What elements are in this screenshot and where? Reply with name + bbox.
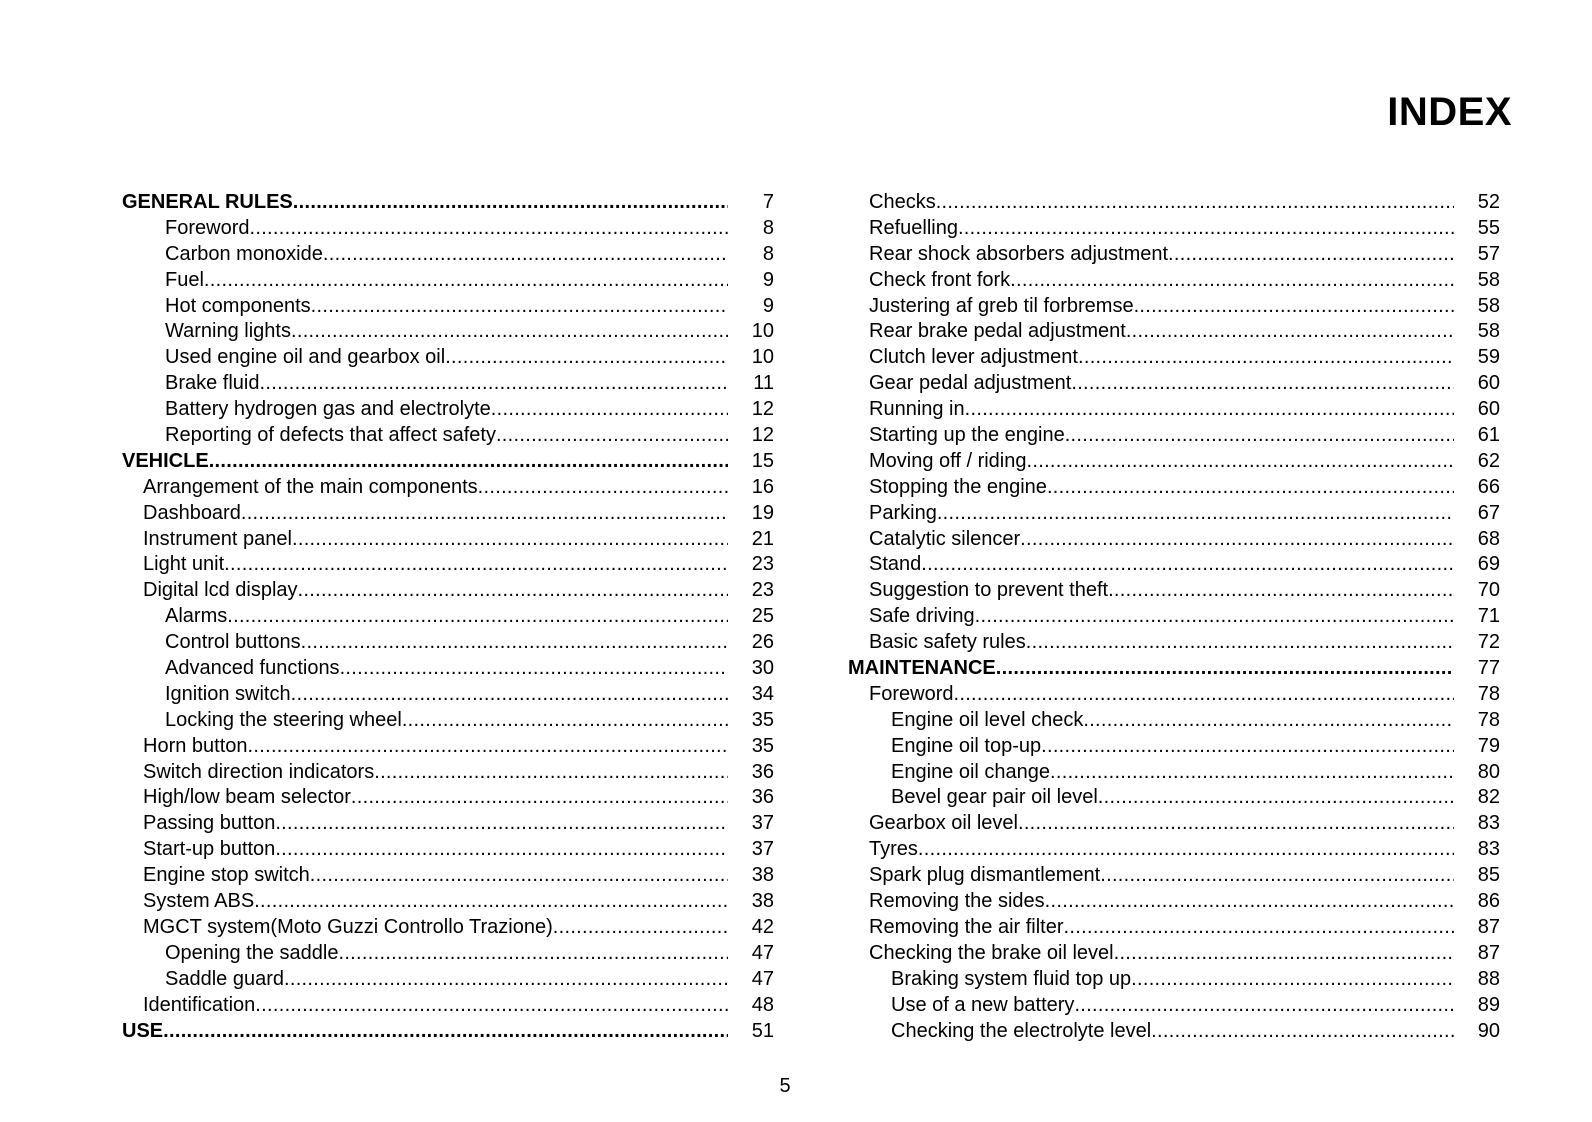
toc-entry-left-19[interactable] bbox=[122, 682, 774, 708]
toc-entry-label: Tyres bbox=[869, 838, 918, 861]
toc-entry-right-12[interactable] bbox=[848, 501, 1500, 527]
toc-dot-leader bbox=[975, 604, 1454, 630]
toc-entry-page: 38 bbox=[751, 890, 774, 913]
toc-entry-label: Locking the steering wheel bbox=[165, 708, 402, 731]
toc-entry-label: Light unit bbox=[143, 553, 225, 576]
toc-entry-label: Use of a new battery bbox=[891, 993, 1075, 1016]
toc-entry-right-25[interactable] bbox=[848, 837, 1500, 863]
toc-dot-leader bbox=[298, 578, 728, 604]
toc-entry-right-17[interactable] bbox=[848, 630, 1500, 656]
toc-dot-leader bbox=[248, 734, 728, 760]
toc-entry-left-5[interactable] bbox=[122, 319, 774, 345]
toc-entry-page: 47 bbox=[751, 967, 774, 990]
toc-entry-right-21[interactable] bbox=[848, 734, 1500, 760]
toc-entry-label: System ABS bbox=[143, 890, 255, 913]
toc-entry-label: Removing the sides bbox=[869, 890, 1045, 913]
toc-entry-page: 72 bbox=[1477, 631, 1500, 654]
toc-entry-label: Arrangement of the main components bbox=[143, 475, 478, 498]
toc-entry-label: Ignition switch bbox=[165, 682, 291, 705]
toc-entry-label: Starting up the engine bbox=[869, 424, 1065, 447]
toc-dot-leader bbox=[1018, 811, 1454, 837]
toc-entry-page: 51 bbox=[751, 1019, 774, 1042]
toc-entry-page: 89 bbox=[1477, 993, 1500, 1016]
toc-dot-leader bbox=[1041, 734, 1454, 760]
toc-entry-label: High/low beam selector bbox=[143, 786, 351, 809]
toc-entry-right-13[interactable] bbox=[848, 527, 1500, 553]
toc-entry-label: Saddle guard bbox=[165, 967, 284, 990]
toc-entry-label: Rear brake pedal adjustment bbox=[869, 320, 1126, 343]
toc-entry-right-4[interactable] bbox=[848, 294, 1500, 320]
toc-entry-right-9[interactable] bbox=[848, 423, 1500, 449]
toc-entry-left-12[interactable] bbox=[122, 501, 774, 527]
toc-entry-left-2[interactable] bbox=[122, 242, 774, 268]
toc-dot-leader bbox=[323, 242, 728, 268]
toc-entry-page: 25 bbox=[751, 605, 774, 628]
toc-entry-page: 35 bbox=[751, 734, 774, 757]
toc-dot-leader bbox=[936, 190, 1454, 216]
toc-entry-label: Checking the electrolyte level bbox=[891, 1019, 1152, 1042]
toc-dot-leader bbox=[996, 656, 1454, 682]
toc-right-column bbox=[848, 190, 1500, 1044]
toc-entry-left-13[interactable] bbox=[122, 527, 774, 553]
toc-entry-page: 85 bbox=[1477, 864, 1500, 887]
toc-entry-right-27[interactable] bbox=[848, 889, 1500, 915]
toc-entry-page: 52 bbox=[1477, 191, 1500, 213]
toc-dot-leader bbox=[965, 397, 1454, 423]
toc-entry-page: 83 bbox=[1477, 812, 1500, 835]
toc-entry-page: 8 bbox=[762, 216, 774, 239]
toc-entry-right-30[interactable] bbox=[848, 967, 1500, 993]
toc-entry-page: 83 bbox=[1477, 838, 1500, 861]
toc-entry-label: Refuelling bbox=[869, 216, 958, 239]
toc-dot-leader bbox=[491, 397, 728, 423]
toc-entry-left-28[interactable] bbox=[122, 915, 774, 941]
toc-entry-right-11[interactable] bbox=[848, 475, 1500, 501]
toc-entry-page: 87 bbox=[1477, 915, 1500, 938]
toc-entry-label: Checks bbox=[869, 191, 936, 213]
toc-entry-left-31[interactable] bbox=[122, 993, 774, 1019]
toc-entry-label: Moving off / riding bbox=[869, 449, 1027, 472]
toc-dot-leader bbox=[254, 889, 728, 915]
toc-entry-left-29[interactable] bbox=[122, 941, 774, 967]
toc-dot-leader bbox=[937, 501, 1454, 527]
toc-entry-label: Reporting of defects that affect safety bbox=[165, 424, 496, 447]
toc-entry-page: 69 bbox=[1477, 553, 1500, 576]
toc-dot-leader bbox=[1026, 630, 1454, 656]
toc-entry-right-8[interactable] bbox=[848, 397, 1500, 423]
toc-entry-page: 26 bbox=[751, 631, 774, 654]
toc-dot-leader bbox=[204, 268, 728, 294]
toc-entry-page: 9 bbox=[762, 268, 774, 291]
toc-entry-label: GENERAL RULES bbox=[122, 191, 293, 213]
toc-entry-label: Dashboard bbox=[143, 501, 241, 524]
toc-dot-leader bbox=[953, 682, 1454, 708]
toc-entry-label: Engine stop switch bbox=[143, 864, 310, 887]
toc-entry-left-32[interactable] bbox=[122, 1019, 774, 1045]
toc-entry-page: 48 bbox=[751, 993, 774, 1016]
toc-dot-leader bbox=[293, 190, 728, 216]
toc-entry-left-4[interactable] bbox=[122, 294, 774, 320]
toc-entry-left-27[interactable] bbox=[122, 889, 774, 915]
toc-entry-right-22[interactable] bbox=[848, 760, 1500, 786]
toc-dot-leader bbox=[311, 294, 728, 320]
toc-entry-page: 30 bbox=[751, 657, 774, 680]
toc-entry-left-21[interactable] bbox=[122, 734, 774, 760]
toc-entry-page: 86 bbox=[1477, 890, 1500, 913]
toc-entry-right-14[interactable] bbox=[848, 552, 1500, 578]
toc-dot-leader bbox=[1071, 371, 1454, 397]
toc-dot-leader bbox=[402, 708, 728, 734]
toc-entry-left-20[interactable] bbox=[122, 708, 774, 734]
toc-entry-left-22[interactable] bbox=[122, 760, 774, 786]
toc-dot-leader bbox=[291, 682, 728, 708]
toc-entry-page: 55 bbox=[1477, 216, 1500, 239]
toc-entry-page: 36 bbox=[751, 760, 774, 783]
toc-entry-right-0[interactable] bbox=[848, 190, 1500, 216]
toc-entry-page: 10 bbox=[751, 346, 774, 369]
toc-entry-left-14[interactable] bbox=[122, 552, 774, 578]
toc-entry-left-16[interactable] bbox=[122, 604, 774, 630]
toc-entry-page: 67 bbox=[1477, 501, 1500, 524]
toc-entry-page: 80 bbox=[1477, 760, 1500, 783]
toc-dot-leader bbox=[1045, 889, 1454, 915]
toc-entry-label: Advanced functions bbox=[165, 657, 340, 680]
toc-entry-page: 42 bbox=[751, 915, 774, 938]
toc-entry-label: USE bbox=[122, 1019, 164, 1042]
toc-entry-label: Engine oil change bbox=[891, 760, 1051, 783]
toc-entry-label: Justering af greb til forbremse bbox=[869, 294, 1134, 317]
toc-entry-label: Opening the saddle bbox=[165, 941, 339, 964]
toc-entry-page: 23 bbox=[751, 553, 774, 576]
toc-entry-page: 37 bbox=[751, 812, 774, 835]
toc-entry-label: Used engine oil and gearbox oil bbox=[165, 346, 446, 369]
toc-entry-page: 90 bbox=[1477, 1019, 1500, 1042]
toc-entry-page: 79 bbox=[1477, 734, 1500, 757]
toc-entry-left-6[interactable] bbox=[122, 345, 774, 371]
toc-dot-leader bbox=[1010, 268, 1454, 294]
toc-entry-page: 12 bbox=[751, 398, 774, 421]
toc-entry-page: 15 bbox=[751, 449, 774, 472]
toc-dot-leader bbox=[1078, 345, 1454, 371]
toc-entry-right-19[interactable] bbox=[848, 682, 1500, 708]
toc-entry-right-24[interactable] bbox=[848, 811, 1500, 837]
toc-dot-leader bbox=[301, 630, 728, 656]
toc-entry-page: 88 bbox=[1477, 967, 1500, 990]
toc-entry-label: Parking bbox=[869, 501, 937, 524]
toc-entry-label: Check front fork bbox=[869, 268, 1011, 291]
toc-dot-leader bbox=[1131, 967, 1454, 993]
toc-entry-left-23[interactable] bbox=[122, 785, 774, 811]
toc-entry-left-8[interactable] bbox=[122, 397, 774, 423]
toc-left-column bbox=[122, 190, 774, 1044]
toc-entry-right-18[interactable] bbox=[848, 656, 1500, 682]
toc-entry-label: Carbon monoxide bbox=[165, 242, 323, 265]
toc-dot-leader bbox=[1100, 863, 1454, 889]
toc-entry-label: Basic safety rules bbox=[869, 631, 1026, 654]
toc-entry-label: Passing button bbox=[143, 812, 276, 835]
toc-entry-page: 87 bbox=[1477, 941, 1500, 964]
toc-dot-leader bbox=[1047, 475, 1454, 501]
toc-entry-page: 12 bbox=[751, 424, 774, 447]
toc-entry-label: Control buttons bbox=[165, 631, 301, 654]
toc-entry-page: 16 bbox=[751, 475, 774, 498]
toc-entry-label: Engine oil level check bbox=[891, 708, 1084, 731]
toc-entry-left-15[interactable] bbox=[122, 578, 774, 604]
toc-entry-label: Warning lights bbox=[165, 320, 291, 343]
toc-dot-leader bbox=[1065, 423, 1454, 449]
toc-entry-page: 61 bbox=[1477, 424, 1500, 447]
toc-dot-leader bbox=[1074, 993, 1454, 1019]
toc-entry-label: MGCT system(Moto Guzzi Controllo Trazione) bbox=[143, 915, 553, 938]
toc-entry-label: Foreword bbox=[165, 216, 250, 239]
toc-dot-leader bbox=[260, 371, 729, 397]
toc-entry-page: 11 bbox=[753, 372, 774, 395]
toc-dot-leader bbox=[1134, 294, 1454, 320]
toc-entry-label: Instrument panel bbox=[143, 527, 292, 550]
toc-dot-leader bbox=[1151, 1019, 1454, 1045]
toc-entry-label: VEHICLE bbox=[122, 449, 209, 472]
toc-entry-label: Stopping the engine bbox=[869, 475, 1047, 498]
toc-dot-leader bbox=[163, 1019, 728, 1045]
toc-entry-label: Stand bbox=[869, 553, 922, 576]
toc-entry-page: 62 bbox=[1477, 449, 1500, 472]
toc-dot-leader bbox=[553, 915, 728, 941]
toc-entry-label: Fuel bbox=[165, 268, 204, 291]
toc-entry-page: 35 bbox=[751, 708, 774, 731]
toc-entry-page: 77 bbox=[1477, 657, 1500, 680]
toc-dot-leader bbox=[209, 449, 728, 475]
toc-entry-label: Removing the air filter bbox=[869, 915, 1064, 938]
toc-entry-right-16[interactable] bbox=[848, 604, 1500, 630]
toc-entry-right-23[interactable] bbox=[848, 785, 1500, 811]
toc-entry-page: 71 bbox=[1477, 605, 1500, 628]
toc-entry-left-9[interactable] bbox=[122, 423, 774, 449]
toc-entry-label: Spark plug dismantlement bbox=[869, 864, 1101, 887]
toc-dot-leader bbox=[310, 863, 728, 889]
toc-entry-right-32[interactable] bbox=[848, 1019, 1500, 1045]
toc-entry-left-11[interactable] bbox=[122, 475, 774, 501]
toc-entry-label: Foreword bbox=[869, 682, 954, 705]
toc-entry-left-1[interactable] bbox=[122, 216, 774, 242]
toc-entry-page: 60 bbox=[1477, 372, 1500, 395]
toc-entry-label: Brake fluid bbox=[165, 372, 260, 395]
toc-entry-page: 58 bbox=[1477, 268, 1500, 291]
toc-entry-page: 38 bbox=[751, 864, 774, 887]
toc-entry-label: Hot components bbox=[165, 294, 311, 317]
toc-entry-page: 37 bbox=[751, 838, 774, 861]
toc-entry-page: 78 bbox=[1477, 682, 1500, 705]
toc-dot-leader bbox=[478, 475, 728, 501]
toc-entry-left-17[interactable] bbox=[122, 630, 774, 656]
toc-entry-page: 59 bbox=[1477, 346, 1500, 369]
toc-entry-page: 60 bbox=[1477, 398, 1500, 421]
toc-entry-page: 19 bbox=[751, 501, 774, 524]
toc-entry-right-29[interactable] bbox=[848, 941, 1500, 967]
toc-entry-page: 78 bbox=[1477, 708, 1500, 731]
toc-entry-label: Suggestion to prevent theft bbox=[869, 579, 1109, 602]
toc-entry-page: 70 bbox=[1477, 579, 1500, 602]
toc-entry-label: Identification bbox=[143, 993, 256, 1016]
toc-dot-leader bbox=[249, 216, 728, 242]
toc-entry-right-15[interactable] bbox=[848, 578, 1500, 604]
toc-entry-right-28[interactable] bbox=[848, 915, 1500, 941]
toc-dot-leader bbox=[445, 345, 728, 371]
toc-entry-left-10[interactable] bbox=[122, 449, 774, 475]
toc-entry-page: 7 bbox=[762, 191, 774, 213]
toc-dot-leader bbox=[1064, 915, 1454, 941]
toc-dot-leader bbox=[958, 216, 1454, 242]
toc-entry-page: 57 bbox=[1477, 242, 1500, 265]
page-number: 5 bbox=[779, 1075, 791, 1097]
toc-entry-right-6[interactable] bbox=[848, 345, 1500, 371]
toc-entry-label: Alarms bbox=[165, 605, 228, 628]
toc-entry-label: Bevel gear pair oil level bbox=[891, 786, 1098, 809]
toc-entry-label: Clutch lever adjustment bbox=[869, 346, 1078, 369]
toc-entry-right-26[interactable] bbox=[848, 863, 1500, 889]
toc-entry-label: Horn button bbox=[143, 734, 248, 757]
toc-dot-leader bbox=[374, 760, 728, 786]
toc-entry-page: 36 bbox=[751, 786, 774, 809]
toc-entry-right-3[interactable] bbox=[848, 268, 1500, 294]
toc-entry-page: 58 bbox=[1477, 320, 1500, 343]
toc-entry-page: 23 bbox=[751, 579, 774, 602]
toc-entry-right-31[interactable] bbox=[848, 993, 1500, 1019]
toc-entry-label: Switch direction indicators bbox=[143, 760, 375, 783]
toc-entry-label: Rear shock absorbers adjustment bbox=[869, 242, 1169, 265]
toc-dot-leader bbox=[1168, 242, 1454, 268]
toc-entry-right-10[interactable] bbox=[848, 449, 1500, 475]
toc-entry-label: Battery hydrogen gas and electrolyte bbox=[165, 398, 491, 421]
toc-entry-page: 8 bbox=[762, 242, 774, 265]
toc-entry-left-7[interactable] bbox=[122, 371, 774, 397]
toc-entry-label: Running in bbox=[869, 398, 965, 421]
toc-dot-leader bbox=[1108, 578, 1454, 604]
toc-dot-leader bbox=[918, 837, 1454, 863]
toc-entry-right-7[interactable] bbox=[848, 371, 1500, 397]
toc-dot-leader bbox=[1126, 319, 1454, 345]
toc-entry-label: MAINTENANCE bbox=[848, 657, 996, 680]
toc-entry-label: Braking system fluid top up bbox=[891, 967, 1132, 990]
page-title: INDEX bbox=[1387, 90, 1512, 134]
toc-entry-page: 58 bbox=[1477, 294, 1500, 317]
toc-dot-leader bbox=[255, 993, 728, 1019]
toc-dot-leader bbox=[241, 501, 728, 527]
toc-entry-label: Engine oil top-up bbox=[891, 734, 1042, 757]
toc-entry-page: 9 bbox=[762, 294, 774, 317]
toc-dot-leader bbox=[291, 319, 728, 345]
toc-dot-leader bbox=[496, 423, 728, 449]
toc-entry-page: 10 bbox=[751, 320, 774, 343]
toc-dot-leader bbox=[227, 604, 728, 630]
toc-dot-leader bbox=[1114, 941, 1454, 967]
toc-entry-left-18[interactable] bbox=[122, 656, 774, 682]
toc-entry-page: 21 bbox=[751, 527, 774, 550]
toc-entry-left-25[interactable] bbox=[122, 837, 774, 863]
toc-dot-leader bbox=[224, 552, 728, 578]
toc-entry-page: 68 bbox=[1477, 527, 1500, 550]
toc-entry-page: 66 bbox=[1477, 475, 1500, 498]
toc-dot-leader bbox=[340, 656, 728, 682]
toc-entry-right-5[interactable] bbox=[848, 319, 1500, 345]
toc-entry-label: Catalytic silencer bbox=[869, 527, 1021, 550]
toc-entry-right-2[interactable] bbox=[848, 242, 1500, 268]
toc-entry-label: Digital lcd display bbox=[143, 579, 298, 602]
toc-entry-label: Gear pedal adjustment bbox=[869, 372, 1072, 395]
toc-dot-leader bbox=[284, 967, 728, 993]
toc-dot-leader bbox=[1020, 527, 1454, 553]
toc-entry-left-30[interactable] bbox=[122, 967, 774, 993]
toc-dot-leader bbox=[1098, 785, 1454, 811]
toc-entry-left-24[interactable] bbox=[122, 811, 774, 837]
toc-dot-leader bbox=[351, 785, 728, 811]
toc-dot-leader bbox=[1027, 449, 1455, 475]
toc-entry-page: 82 bbox=[1477, 786, 1500, 809]
toc-entry-right-20[interactable] bbox=[848, 708, 1500, 734]
toc-entry-label: Checking the brake oil level bbox=[869, 941, 1114, 964]
toc-entry-label: Gearbox oil level bbox=[869, 812, 1018, 835]
toc-entry-label: Start-up button bbox=[143, 838, 276, 861]
toc-dot-leader bbox=[921, 552, 1454, 578]
toc-entry-label: Safe driving bbox=[869, 605, 975, 628]
toc-entry-left-3[interactable] bbox=[122, 268, 774, 294]
toc-entry-left-26[interactable] bbox=[122, 863, 774, 889]
toc-entry-left-0[interactable] bbox=[122, 190, 774, 216]
toc-entry-page: 34 bbox=[751, 682, 774, 705]
toc-dot-leader bbox=[292, 527, 728, 553]
toc-entry-right-1[interactable] bbox=[848, 216, 1500, 242]
toc-entry-page: 47 bbox=[751, 941, 774, 964]
toc-dot-leader bbox=[1050, 760, 1454, 786]
toc-dot-leader bbox=[275, 837, 728, 863]
toc-dot-leader bbox=[1083, 708, 1454, 734]
toc-dot-leader bbox=[338, 941, 728, 967]
toc-dot-leader bbox=[275, 811, 728, 837]
